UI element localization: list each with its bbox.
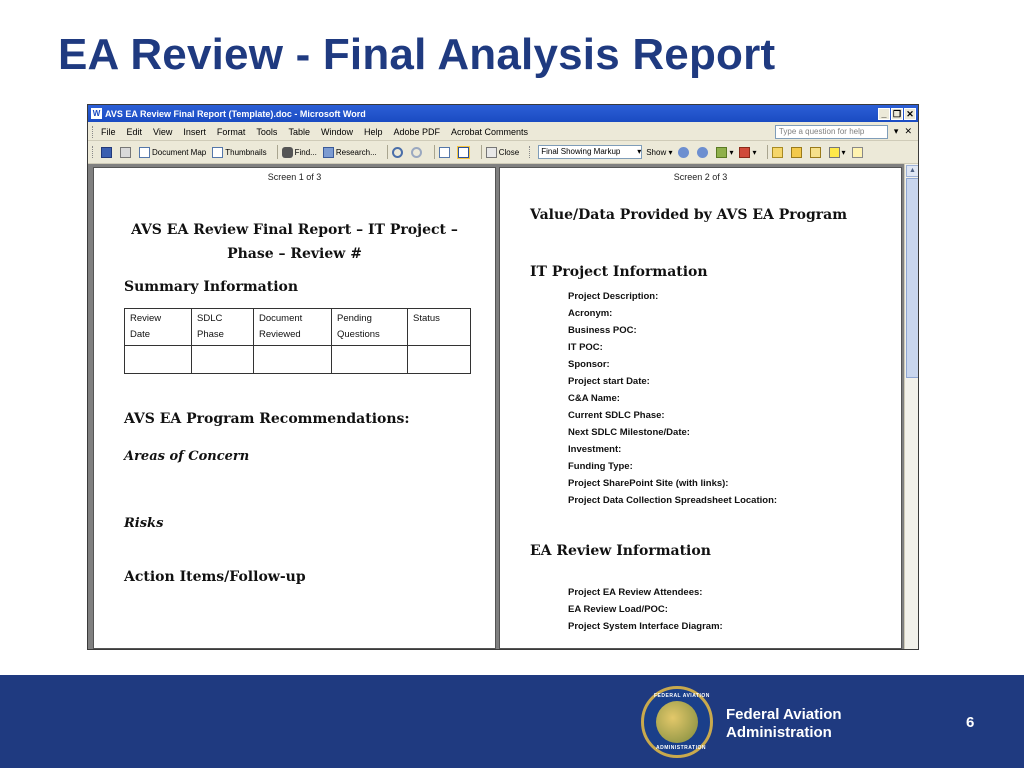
reviewing-pane-button[interactable] <box>810 147 823 158</box>
table-cell[interactable] <box>254 346 332 374</box>
toolbar-separator <box>481 145 482 159</box>
menu-window[interactable]: Window <box>320 126 353 137</box>
markup-view-select[interactable] <box>538 145 642 159</box>
save-icon <box>101 147 112 158</box>
ea-review-heading: EA Review Information <box>530 543 711 559</box>
header-document-reviewed: Document Reviewed <box>254 309 332 346</box>
report-title: AVS EA Review Final Report – IT Project – Phase – Review # <box>131 222 458 262</box>
previous-change-button[interactable] <box>678 147 691 158</box>
field-business-poc: Business POC: <box>568 325 637 336</box>
menu-insert[interactable]: Insert <box>183 126 206 137</box>
menu-grip[interactable] <box>92 126 96 138</box>
header-pending-questions: Pending Questions <box>332 309 408 346</box>
previous-change-icon <box>678 147 689 158</box>
table-header-row <box>125 309 471 346</box>
field-sharepoint-site: Project SharePoint Site (with links): <box>568 478 729 489</box>
menu-bar <box>88 123 918 141</box>
menu-view[interactable]: View <box>153 126 173 137</box>
menu-table[interactable]: Table <box>288 126 310 137</box>
close-window-button[interactable]: ✕ <box>904 108 916 120</box>
field-project-description: Project Description: <box>568 291 659 302</box>
menu-file[interactable]: File <box>101 126 116 137</box>
highlight-button[interactable]: ▾ <box>829 147 846 158</box>
toolbar-separator <box>387 145 388 159</box>
table-cell[interactable] <box>408 346 471 374</box>
accept-change-button[interactable]: ▾ <box>716 147 733 158</box>
zoom-in-icon <box>392 147 403 158</box>
toolbar-separator <box>277 145 278 159</box>
toolbar-grip[interactable] <box>92 146 96 158</box>
table-cell[interactable] <box>192 346 254 374</box>
page-screen-2[interactable] <box>499 167 902 649</box>
field-spreadsheet-location: Project Data Collection Spreadsheet Location: <box>568 495 778 506</box>
field-interface-diagram: Project System Interface Diagram: <box>568 621 723 632</box>
ea-review-fields <box>568 584 723 635</box>
next-change-icon <box>697 147 708 158</box>
document-area <box>88 164 904 649</box>
it-project-heading: IT Project Information <box>530 264 708 280</box>
accept-change-icon <box>716 147 727 158</box>
seal-top-text: FEDERAL AVIATION <box>654 693 710 699</box>
menu-adobe-pdf[interactable]: Adobe PDF <box>393 126 441 137</box>
close-reading-label: Close <box>498 147 520 157</box>
print-icon <box>120 147 131 158</box>
screen-label: Screen 2 of 3 <box>673 172 728 182</box>
faa-name-line2: Administration <box>726 724 832 741</box>
reject-change-button[interactable]: ▾ <box>739 147 756 158</box>
document-map-icon <box>139 147 150 158</box>
window-titlebar[interactable] <box>88 105 918 122</box>
word-app-icon[interactable]: W <box>92 109 101 118</box>
print-button[interactable] <box>120 147 133 158</box>
ask-question-input[interactable]: Type a question for help <box>775 125 888 139</box>
faa-seal-logo <box>641 686 713 758</box>
thumbnails-label: Thumbnails <box>225 147 267 157</box>
header-review-date: Review Date <box>125 309 192 346</box>
header-status: Status <box>408 309 471 346</box>
field-it-poc: IT POC: <box>568 342 603 353</box>
table-row <box>125 346 471 374</box>
binoculars-icon <box>282 147 293 158</box>
save-button[interactable] <box>101 147 114 158</box>
areas-of-concern-heading: Areas of Concern <box>124 449 250 464</box>
field-project-start-date: Project start Date: <box>568 376 650 387</box>
actual-page-button[interactable] <box>439 147 452 158</box>
field-ca-name: C&A Name: <box>568 393 620 404</box>
seal-emblem <box>656 701 698 743</box>
toolbar-grip[interactable] <box>529 146 533 158</box>
new-comment-button[interactable] <box>772 147 785 158</box>
page-icon <box>439 147 450 158</box>
slide-footer <box>0 675 1024 768</box>
table-cell[interactable] <box>332 346 408 374</box>
field-acronym: Acronym: <box>568 308 613 319</box>
two-pages-icon <box>458 147 469 158</box>
scroll-thumb[interactable] <box>906 178 919 378</box>
summary-table <box>124 308 471 374</box>
window-title: AVS EA Review Final Report (Template).doc - Microsoft Word <box>105 108 366 119</box>
menu-edit[interactable]: Edit <box>126 126 143 137</box>
menu-tools[interactable]: Tools <box>256 126 278 137</box>
field-current-sdlc-phase: Current SDLC Phase: <box>568 410 665 421</box>
field-review-attendees: Project EA Review Attendees: <box>568 587 703 598</box>
recommendations-heading: AVS EA Program Recommendations: <box>124 411 410 427</box>
show-menu-button[interactable]: Show ▾ <box>646 147 673 157</box>
field-investment: Investment: <box>568 444 622 455</box>
page-number: 6 <box>966 714 975 731</box>
close-reading-button[interactable] <box>486 147 519 158</box>
slide-title: EA Review - Final Analysis Report <box>58 30 776 79</box>
restore-button[interactable]: ❐ <box>892 108 902 119</box>
scroll-up-arrow-icon[interactable]: ▲ <box>906 165 919 177</box>
research-label: Research... <box>335 147 377 157</box>
thumbnails-icon <box>212 147 223 158</box>
markup-view-value: Final Showing Markup <box>541 147 621 156</box>
reject-change-icon <box>739 147 750 158</box>
faa-name <box>726 706 842 742</box>
comment-icon <box>772 147 783 158</box>
find-label: Find... <box>294 147 317 157</box>
reviewing-pane-icon <box>810 147 821 158</box>
zoom-out-icon <box>411 147 422 158</box>
research-icon <box>323 147 334 158</box>
faa-name-line1: Federal Aviation <box>726 706 842 723</box>
reading-options-button[interactable] <box>852 147 865 158</box>
menu-acrobat-comments[interactable]: Acrobat Comments <box>451 126 529 137</box>
document-map-button[interactable] <box>139 147 206 158</box>
highlight-icon <box>829 147 840 158</box>
it-project-fields <box>568 288 777 509</box>
action-items-heading: Action Items/Follow-up <box>124 569 306 585</box>
chevron-down-icon: ▾ <box>637 147 642 156</box>
close-document-button[interactable]: ✕ <box>904 126 912 136</box>
screen-label: Screen 1 of 3 <box>267 172 322 182</box>
summary-heading: Summary Information <box>124 279 299 295</box>
zoom-in-button[interactable] <box>392 147 405 158</box>
menu-format[interactable]: Format <box>216 126 246 137</box>
seal-bottom-text: ADMINISTRATION <box>656 745 706 751</box>
field-funding-type: Funding Type: <box>568 461 633 472</box>
reading-options-icon <box>852 147 863 158</box>
zoom-out-button[interactable] <box>411 147 424 158</box>
menu-help[interactable]: Help <box>363 126 383 137</box>
next-change-button[interactable] <box>697 147 710 158</box>
field-next-sdlc-milestone: Next SDLC Milestone/Date: <box>568 427 690 438</box>
minimize-button[interactable]: _ <box>878 108 890 120</box>
header-sdlc-phase: SDLC Phase <box>192 309 254 346</box>
research-button[interactable] <box>323 147 377 158</box>
vertical-scrollbar[interactable] <box>904 164 918 649</box>
ask-dropdown-icon[interactable]: ▾ <box>893 126 899 136</box>
table-cell[interactable] <box>125 346 192 374</box>
risks-heading: Risks <box>124 516 164 531</box>
value-heading: Value/Data Provided by AVS EA Program <box>530 207 848 223</box>
field-sponsor: Sponsor: <box>568 359 610 370</box>
page-screen-1[interactable] <box>93 167 496 649</box>
track-changes-button[interactable] <box>791 147 804 158</box>
thumbnails-button[interactable] <box>212 147 266 158</box>
toolbar-separator <box>434 145 435 159</box>
document-map-label: Document Map <box>152 147 207 157</box>
show-label: Show <box>646 147 667 157</box>
field-review-load-poc: EA Review Load/POC: <box>568 604 668 615</box>
two-pages-button[interactable] <box>458 147 471 158</box>
track-changes-icon <box>791 147 802 158</box>
reading-icon <box>486 147 497 158</box>
word-window <box>87 104 919 650</box>
reading-toolbar <box>88 141 918 164</box>
find-button[interactable] <box>282 147 317 158</box>
toolbar-separator <box>767 145 768 159</box>
